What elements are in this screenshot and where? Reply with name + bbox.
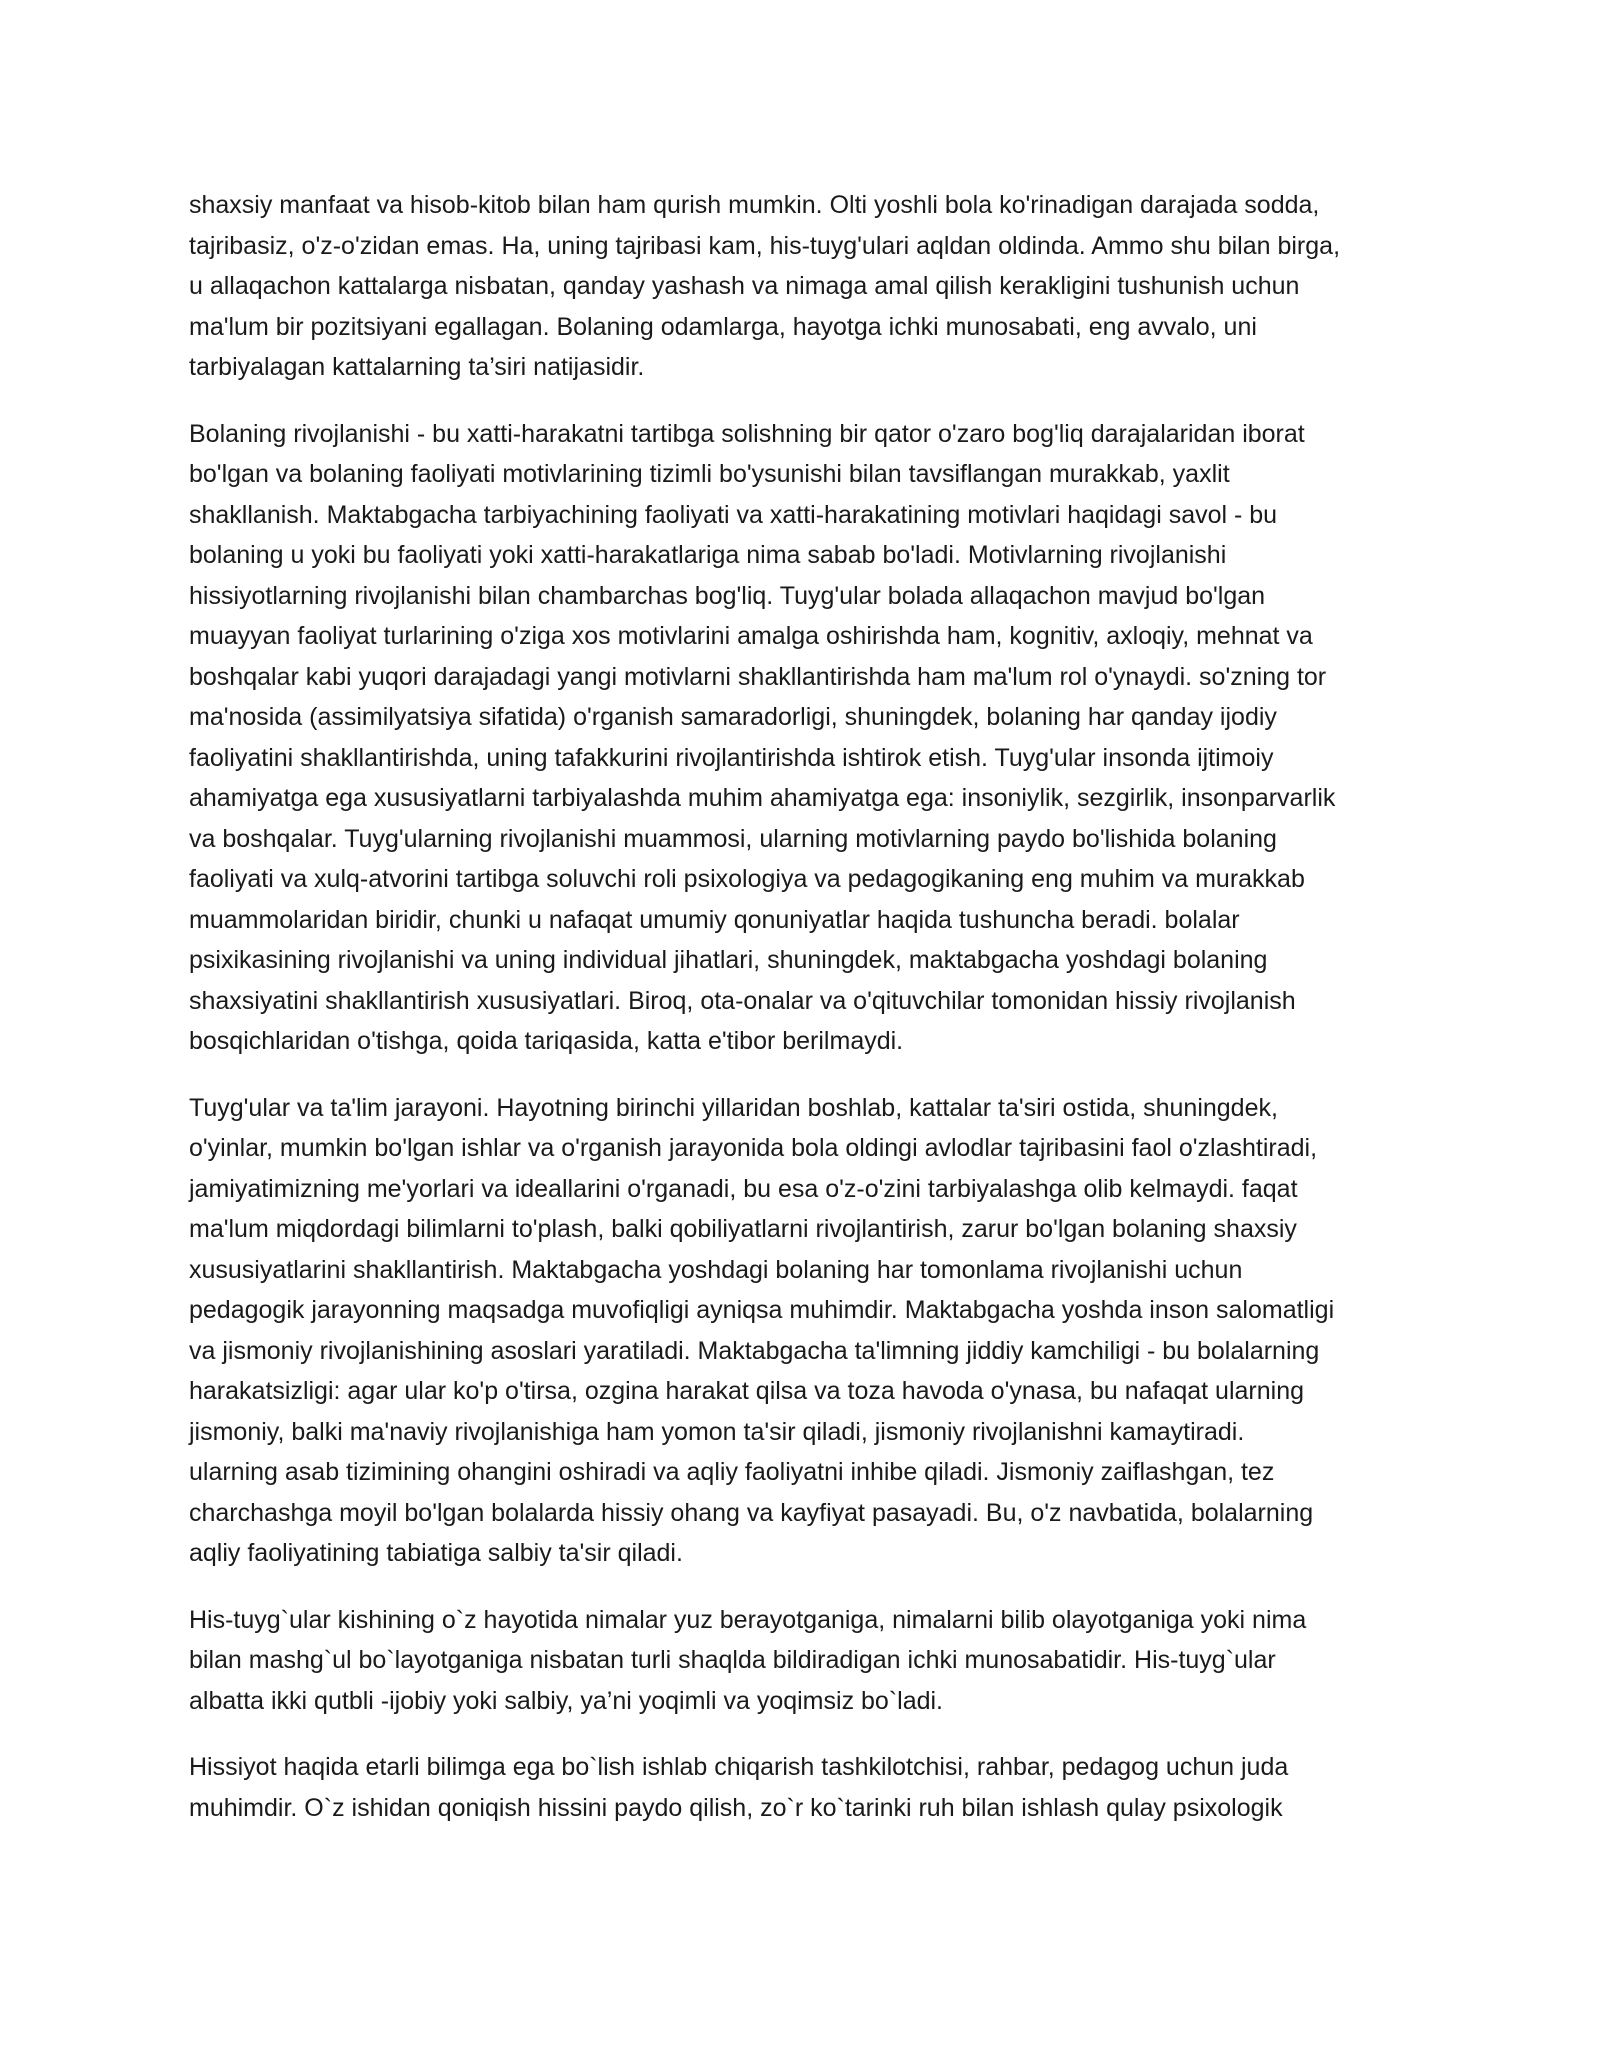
paragraph-line: ma'nosida (assimilyatsiya sifatida) o'rganish samaradorligi, shuningdek, bolaning har qanday ijodiy [189,703,1277,731]
paragraph-line: shakllanish. Maktabgacha tarbiyachining faoliyati va xatti-harakatining motivlari haqidagi savol - bu [189,500,1278,529]
paragraph-line: charchashga moyil bo'lgan bolalarda hissiy ohang va kayfiyat pasayadi. Bu, o'z navbatida, bolalarning [189,1498,1314,1527]
paragraph-line: bilan mashg`ul bo`layotganiga nisbatan turli shaqlda bildiradigan ichki munosabatidir. His-tuyg`ular [189,1646,1276,1674]
paragraph-line: ma'lum miqdordagi bilimlarni to'plash, balki qobiliyatlarni rivojlantirish, zarur bo'lgan bolaning shaxsiy [189,1215,1297,1243]
paragraph-line: bolaning u yoki bu faoliyati yoki xatti-harakatlariga nima sabab bo'ladi. Motivlarning rivojlanishi [189,541,1227,569]
paragraph-line: hissiyotlarning rivojlanishi bilan chambarchas bog'liq. Tuyg'ular bolada allaqachon mavjud bo'lgan [189,581,1266,610]
paragraph-line: boshqalar kabi yuqori darajadagi yangi motivlarni shakllantirishda ham ma'lum rol o'ynaydi. so'zning tor [189,662,1327,691]
paragraph-4 [189,1600,1411,1722]
paragraph-1 [189,185,1411,388]
paragraph-line: pedagogik jarayonning maqsadga muvofiqligi ayniqsa muhimdir. Maktabgacha yoshda inson salomatligi [189,1296,1335,1324]
paragraph-line: Hissiyot haqida etarli bilimga ega bo`lish ishlab chiqarish tashkilotchisi, rahbar, pedagog uchun juda [189,1753,1289,1781]
paragraph-line: albatta ikki qutbli -ijobiy yoki salbiy, ya’ni yoqimli va yoqimsiz bo`ladi. [189,1686,944,1715]
paragraph-line: va jismoniy rivojlanishining asoslari yaratiladi. Maktabgacha ta'limning jiddiy kamchiligi - bu bolalarning [189,1336,1320,1365]
paragraph-line: bosqichlaridan o'tishga, qoida tariqasida, katta e'tibor berilmaydi. [189,1027,904,1055]
paragraph-line: ahamiyatga ega xususiyatlarni tarbiyalashda muhim ahamiyatga ega: insoniylik, sezgirlik, insonparvarlik [189,784,1336,812]
paragraph-line: psixikasining rivojlanishi va uning individual jihatlari, shuningdek, maktabgacha yoshdagi bolaning [189,946,1268,974]
paragraph-line: va boshqalar. Tuyg'ularning rivojlanishi muammosi, ularning motivlarning paydo bo'lishida bolaning [189,824,1277,853]
paragraph-line: xususiyatlarini shakllantirish. Maktabgacha yoshdagi bolaning har tomonlama rivojlanishi uchun [189,1255,1243,1284]
paragraph-line: ma'lum bir pozitsiyani egallagan. Bolaning odamlarga, hayotga ichki munosabati, eng avvalo, uni [189,312,1257,341]
paragraph-line: Tuyg'ular va ta'lim jarayoni. Hayotning birinchi yillaridan boshlab, kattalar ta'siri ostida, shuningdek, [189,1093,1278,1122]
paragraph-line: harakatsizligi: agar ular ko'p o'tirsa, ozgina harakat qilsa va toza havoda o'ynasa, bu nafaqat ularning [189,1377,1305,1405]
paragraph-line: tarbiyalagan kattalarning ta’siri natijasidir. [189,353,645,381]
paragraph-3 [189,1088,1411,1574]
paragraph-line: u allaqachon kattalarga nisbatan, qanday yashash va nimaga amal qilish kerakligini tushunish uchun [189,272,1300,300]
paragraph-line: muayyan faoliyat turlarining o'ziga xos motivlarini amalga oshirishda ham, kognitiv, axloqiy, mehnat va [189,622,1313,650]
document-page [189,185,1411,1854]
paragraph-line: tajribasiz, o'z-o'zidan emas. Ha, uning tajribasi kam, his-tuyg'ulari aqldan oldinda. Ammo shu bilan birga, [189,231,1341,260]
paragraph-line: jamiyatimizning me'yorlari va ideallarini o'rganadi, bu esa o'z-o'zini tarbiyalashga olib kelmaydi. faqat [189,1174,1298,1203]
paragraph-line: bo'lgan va bolaning faoliyati motivlarining tizimli bo'ysunishi bilan tavsiflangan murakkab, yaxlit [189,460,1230,488]
paragraph-line: His-tuyg`ular kishining o`z hayotida nimalar yuz berayotganiga, nimalarni bilib olayotganiga yoki nima [189,1605,1307,1634]
paragraph-line: faoliyati va xulq-atvorini tartibga soluvchi roli psixologiya va pedagogikaning eng muhim va murakkab [189,865,1305,893]
paragraph-line: aqliy faoliyatining tabiatiga salbiy ta'sir qiladi. [189,1539,683,1567]
paragraph-2 [189,414,1411,1062]
paragraph-line: Bolaning rivojlanishi - bu xatti-harakatni tartibga solishning bir qator o'zaro bog'liq darajalaridan iborat [189,419,1305,448]
paragraph-line: jismoniy, balki ma'naviy rivojlanishiga ham yomon ta'sir qiladi, jismoniy rivojlanishni kamaytiradi. [189,1417,1245,1446]
paragraph-line: ularning asab tizimining ohangini oshiradi va aqliy faoliyatni inhibe qiladi. Jismoniy zaiflashgan, tez [189,1458,1275,1486]
paragraph-5 [189,1747,1411,1828]
paragraph-line: o'yinlar, mumkin bo'lgan ishlar va o'rganish jarayonida bola oldingi avlodlar tajribasini faol o'zlashtiradi, [189,1134,1318,1162]
paragraph-line: shaxsiy manfaat va hisob-kitob bilan ham qurish mumkin. Olti yoshli bola ko'rinadigan darajada sodda, [189,191,1320,219]
paragraph-line: faoliyatini shakllantirishda, uning tafakkurini rivojlantirishda ishtirok etish. Tuyg'ular insonda ijtimoiy [189,743,1274,772]
paragraph-line: muammolaridan biridir, chunki u nafaqat umumiy qonuniyatlar haqida tushuncha beradi. bolalar [189,905,1240,934]
paragraph-line: shaxsiyatini shakllantirish xususiyatlari. Biroq, ota-onalar va o'qituvchilar tomonidan hissiy rivojlanish [189,986,1296,1015]
paragraph-line: muhimdir. O`z ishidan qoniqish hissini paydo qilish, zo`r ko`tarinki ruh bilan ishlash qulay psixologik [189,1793,1283,1822]
